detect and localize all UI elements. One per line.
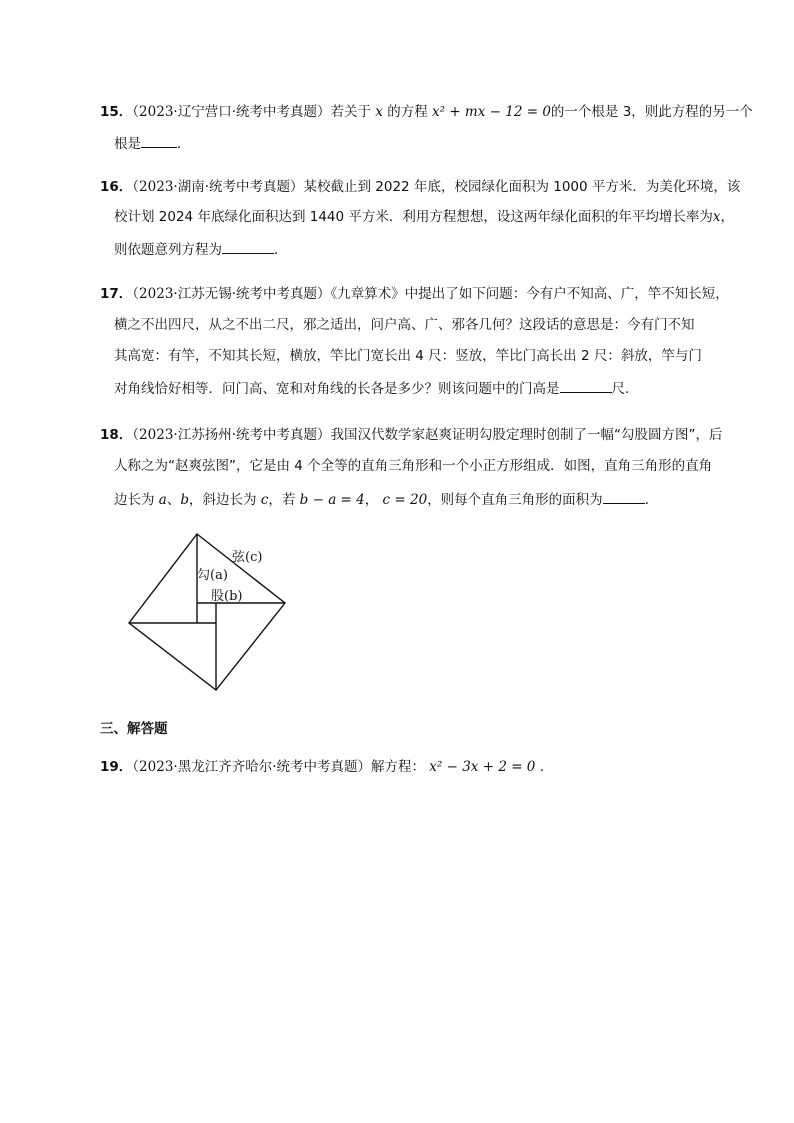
question-text: ．: [644, 492, 659, 508]
question-text: 校计划 2024 年底绿化面积达到 1440 平方米．利用方程想想，设这两年绿化面积的年平均增长率为: [114, 209, 713, 225]
question-text: ，: [364, 492, 379, 508]
question-number: 16．: [100, 179, 133, 195]
answer-blank[interactable]: [560, 378, 612, 393]
question-source: （2023·辽宁营口·统考中考真题）: [132, 104, 331, 120]
question-text: 人称之为“赵爽弦图”，它是由 4 个全等的直角三角形和一个小正方形组成．如图，直角三角形的直角: [114, 458, 713, 474]
math-variable: a: [158, 492, 167, 508]
question-text: 边长为: [114, 492, 155, 508]
math-equation: c = 20: [382, 492, 428, 508]
math-variable: c: [260, 492, 269, 508]
question-text: 则依题意列方程为: [114, 242, 222, 258]
question-text: ．: [274, 242, 288, 258]
math-equation: x² + mx − 12 = 0: [432, 104, 551, 120]
section-title: 三、解答题: [100, 721, 168, 737]
question-text: 的方程: [387, 104, 428, 120]
question-text: 若关于: [330, 104, 371, 120]
question-source: （2023·黑龙江齐齐哈尔·统考中考真题）: [132, 759, 371, 775]
question-text: 我国汉代数学家赵爽证明勾股定理时创制了一幅“勾股圆方图”，后: [330, 427, 723, 443]
label-hypotenuse: 弦(c): [232, 550, 263, 565]
question-text: 其高宽：有竿，不知其长短，横放，竿比门宽长出 4 尺：竖放，竿比门高长出 2 尺：斜放，竿与门: [114, 348, 702, 364]
zhao-shuang-diagram: [126, 532, 288, 692]
label-long-leg: 股(b): [211, 589, 243, 604]
question-text: 某校截止到 2022 年底，校园绿化面积为 1000 平方米．为美化环境，该: [303, 179, 741, 195]
math-equation: x² − 3x + 2 = 0: [429, 759, 536, 775]
question-text: ，: [720, 209, 735, 225]
question-number: 18．: [100, 427, 133, 443]
math-variable: x: [375, 104, 383, 120]
question-text: ，则每个直角三角形的面积为: [427, 492, 603, 508]
math-equation: b − a = 4: [299, 492, 365, 508]
diagram-svg: [126, 532, 288, 692]
answer-blank[interactable]: [222, 239, 274, 254]
question-source: （2023·江苏扬州·统考中考真题）: [132, 427, 331, 443]
question-text: ，斜边长为: [189, 492, 257, 508]
question-source: （2023·湖南·统考中考真题）: [132, 179, 304, 195]
question-text: ，若: [268, 492, 296, 508]
question-text: ．: [177, 136, 191, 152]
answer-blank[interactable]: [603, 489, 645, 504]
math-variable: b: [180, 492, 190, 508]
question-source: （2023·江苏无锡·统考中考真题）: [132, 286, 331, 302]
question-text: 的一个根是 3，则此方程的另一个: [550, 104, 753, 120]
question-text: 、: [166, 492, 181, 508]
question-number: 15．: [100, 104, 133, 120]
question-text: 对角线恰好相等．问门高、宽和对角线的长各是多少？则该问题中的门高是: [114, 381, 560, 397]
question-number: 17．: [100, 286, 133, 302]
question-text: ．: [539, 759, 554, 775]
label-short-leg: 勾(a): [197, 568, 228, 583]
question-text: 根是: [114, 136, 141, 152]
question-text: 解方程：: [371, 759, 425, 775]
answer-blank[interactable]: [141, 133, 177, 148]
question-text: 横之不出四尺，从之不出二尺，邪之适出，问户高、广、邪各几何？这段话的意思是：今有门不知: [114, 317, 695, 333]
question-text: 尺．: [611, 381, 639, 397]
question-number: 19．: [100, 759, 133, 775]
question-text: 《九章算术》中提出了如下问题：今有户不知高、广，竿不知长短，: [330, 286, 729, 302]
math-variable: x: [712, 209, 721, 225]
